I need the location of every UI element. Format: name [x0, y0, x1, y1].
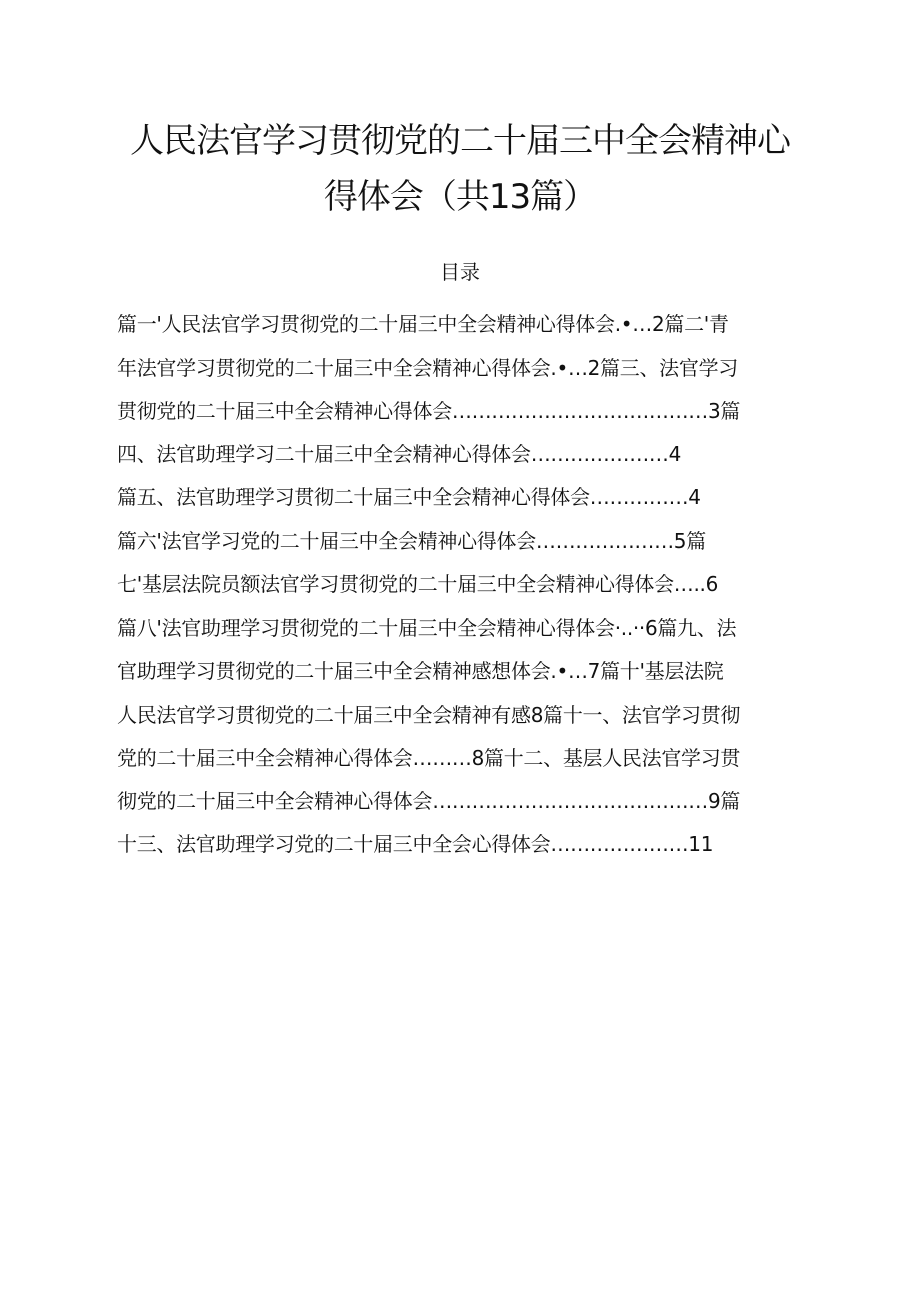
toc-line: 篇五、法官助理学习贯彻二十届三中全会精神心得体会……………4	[117, 485, 701, 509]
toc-line: 篇八'法官助理学习贯彻党的二十届三中全会精神心得体会·..··6篇九、法	[117, 616, 737, 640]
toc-line: 篇一'人民法官学习贯彻党的二十届三中全会精神心得体会.•…2篇二'青	[117, 312, 729, 336]
toc-line: 彻党的二十届三中全会精神心得体会……………………………………9篇	[117, 789, 741, 813]
toc-line: 人民法官学习贯彻党的二十届三中全会精神有感8篇十一、法官学习贯彻	[117, 703, 741, 727]
toc-line: 年法官学习贯彻党的二十届三中全会精神心得体会.•…2篇三、法官学习	[117, 356, 738, 380]
document-title-line-1: 人民法官学习贯彻党的二十届三中全会精神心	[130, 121, 790, 161]
toc-line: 贯彻党的二十届三中全会精神心得体会…………………………………3篇	[117, 399, 741, 423]
toc-line: 党的二十届三中全会精神心得体会………8篇十二、基层人民法官学习贯	[117, 746, 741, 770]
toc-line: 官助理学习贯彻党的二十届三中全会精神感想体会.•…7篇十'基层法院	[117, 659, 724, 683]
toc-line: 篇六'法官学习党的二十届三中全会精神心得体会…………………5篇	[117, 529, 706, 553]
toc-line: 十三、法官助理学习党的二十届三中全会心得体会…………………11	[117, 832, 714, 856]
document-title-line-2: 得体会（共13篇）	[323, 177, 597, 217]
toc-line: 四、法官助理学习二十届三中全会精神心得体会…………………4	[117, 442, 682, 466]
toc-line: 七'基层法院员额法官学习贯彻党的二十届三中全会精神心得体会…..6	[117, 572, 719, 596]
toc-heading: 目录	[440, 260, 480, 284]
